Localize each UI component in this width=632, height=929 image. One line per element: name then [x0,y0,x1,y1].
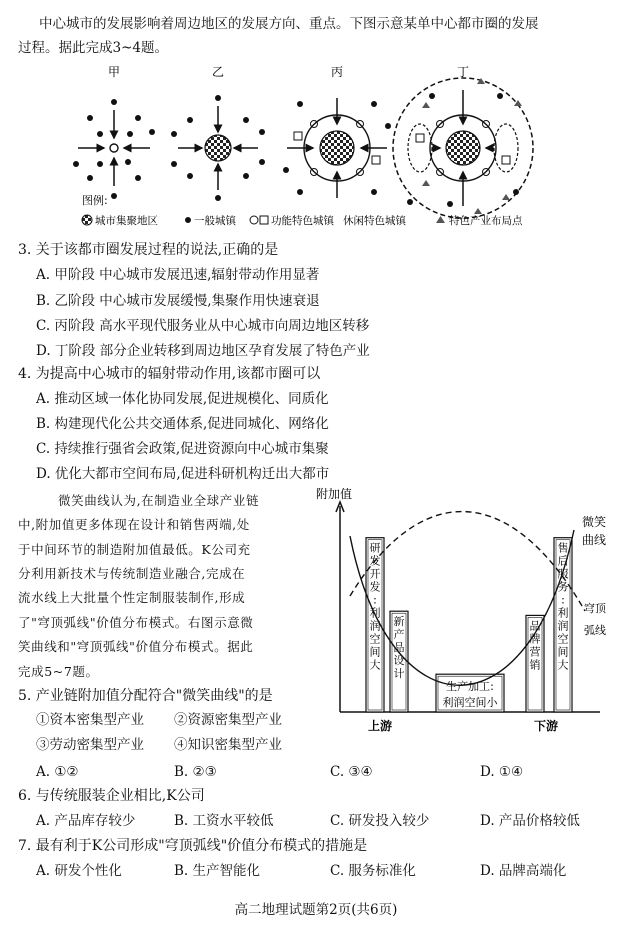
legend-items [82,214,523,227]
intro-line-2: 过程。据此完成3~4题。 [18,40,168,56]
legend-general-town: 一般城镇 [194,215,236,227]
x-label-downstream: 下游 [534,719,559,733]
x-label-upstream: 上游 [368,719,393,733]
q5-item-1: ①资本密集型产业 [36,712,144,728]
legend-function-town: 功能特色城镇 [271,215,334,227]
value-chain-bar-label-2: 新产品设计 [393,615,405,681]
stage-jia-diagram [73,99,155,199]
smile-curve-chart [310,486,615,736]
q5-option-a[interactable]: A. ①② [36,764,79,780]
q3-option-d[interactable]: D. 丁阶段 部分企业转移到周边地区孕育发展了特色产业 [36,343,370,359]
q6-stem: 6. 与传统服装企业相比,K公司 [18,788,205,804]
dome-curve [350,512,585,611]
q5-stem: 5. 产业链附加值分配符合"微笑曲线"的是 [18,688,273,704]
q7-option-a[interactable]: A. 研发个性化 [36,863,122,879]
q3-stem: 3. 关于该都市圈发展过程的说法,正确的是 [18,242,279,258]
q5-item-3: ③劳动密集型产业 [36,737,144,753]
q4-option-a[interactable]: A. 推动区域一体化协同发展,促进规模化、同质化 [36,391,329,407]
legend-industry-point: 特色产业布局点 [449,215,523,227]
q6-option-c[interactable]: C. 研发投入较少 [330,813,430,829]
y-axis-label: 附加值 [316,487,353,501]
q5-item-2: ②资源密集型产业 [174,712,282,728]
value-chain-bar-label-4: 品牌营销 [529,619,541,672]
stage-label-bing: 丙 [330,65,344,79]
passage-line-2: 中,附加值更多体现在设计和销售两端,处 [18,517,250,532]
q6-option-a[interactable]: A. 产品库存较少 [36,813,136,829]
value-chain-bar-label-5: 售后服务:利润空间大 [557,541,569,672]
q7-option-d[interactable]: D. 品牌高端化 [480,863,567,879]
passage-line-4: 分利用新技术与传统制造业融合,完成在 [18,566,246,581]
dome-curve-label-1: 穹顶 [584,602,606,615]
passage-line-7: 笑曲线和"穹顶弧线"价值分布模式。据此 [18,639,254,654]
smile-curve-label-1: 微笑 [582,515,607,529]
q3-option-c[interactable]: C. 丙阶段 高水平现代服务业从中心城市向周边地区转移 [36,318,370,334]
q3-option-b[interactable]: B. 乙阶段 中心城市发展缓慢,集聚作用快速衰退 [36,293,320,309]
stage-ding-diagram [393,78,533,218]
q7-option-b[interactable]: B. 生产智能化 [174,863,261,879]
q3-option-a[interactable]: A. 甲阶段 中心城市发展迅速,辐射带动作用显著 [36,267,320,283]
q5-option-c[interactable]: C. ③④ [330,764,373,780]
intro-line-1: 中心城市的发展影响着周边地区的发展方向、重点。下图示意某单中心都市圈的发展 [39,16,539,32]
legend-title: 图例: [82,194,108,207]
page-footer: 高二地理试题第2页(共6页) [234,902,398,918]
q4-option-b[interactable]: B. 构建现代化公共交通体系,促进同城化、网络化 [36,416,329,432]
q4-option-d[interactable]: D. 优化大都市空间布局,促进科研机构迁出大都市 [36,466,330,482]
passage-line-1: 微笑曲线认为,在制造业全球产业链 [58,493,260,508]
passage-line-5: 流水线上大批量个性定制服装制作,形成 [18,590,246,605]
legend-city-cluster: 城市集聚地区 [95,215,158,227]
q6-option-b[interactable]: B. 工资水平较低 [174,813,274,829]
q4-option-c[interactable]: C. 持续推行强省会政策,促进资源向中心城市集聚 [36,441,329,457]
dome-curve-label-2: 弧线 [584,624,606,637]
q5-option-d[interactable]: D. ①④ [480,764,524,780]
passage-line-6: 了"穹顶弧线"价值分布模式。右图示意微 [18,615,254,630]
value-chain-bar-label-3: 生产加工:利润空间小 [442,680,498,710]
smile-curve-label-2: 曲线 [582,533,607,547]
stage-label-yi: 乙 [211,65,225,79]
development-stages-figure [70,62,568,232]
q6-option-d[interactable]: D. 产品价格较低 [480,813,580,829]
stage-label-ding: 丁 [456,65,470,79]
legend-leisure-town: 休闲特色城镇 [343,215,406,227]
q7-stem: 7. 最有利于K公司形成"穹顶弧线"价值分布模式的措施是 [18,838,368,854]
stage-yi-diagram [171,95,265,201]
q5-option-b[interactable]: B. ②③ [174,764,217,780]
q7-option-c[interactable]: C. 服务标准化 [330,863,416,879]
stage-bing-diagram [283,98,391,198]
passage-line-8: 完成5~7题。 [18,664,99,679]
value-chain-bar-label-1: 研发开发:利润空间大 [369,541,381,672]
q4-stem: 4. 为提高中心城市的辐射带动作用,该都市圈可以 [18,366,321,382]
q5-item-4: ④知识密集型产业 [174,737,282,753]
passage-line-3: 于中间环节的制造附加值最低。K公司充 [18,542,251,557]
stage-label-jia: 甲 [107,65,121,79]
